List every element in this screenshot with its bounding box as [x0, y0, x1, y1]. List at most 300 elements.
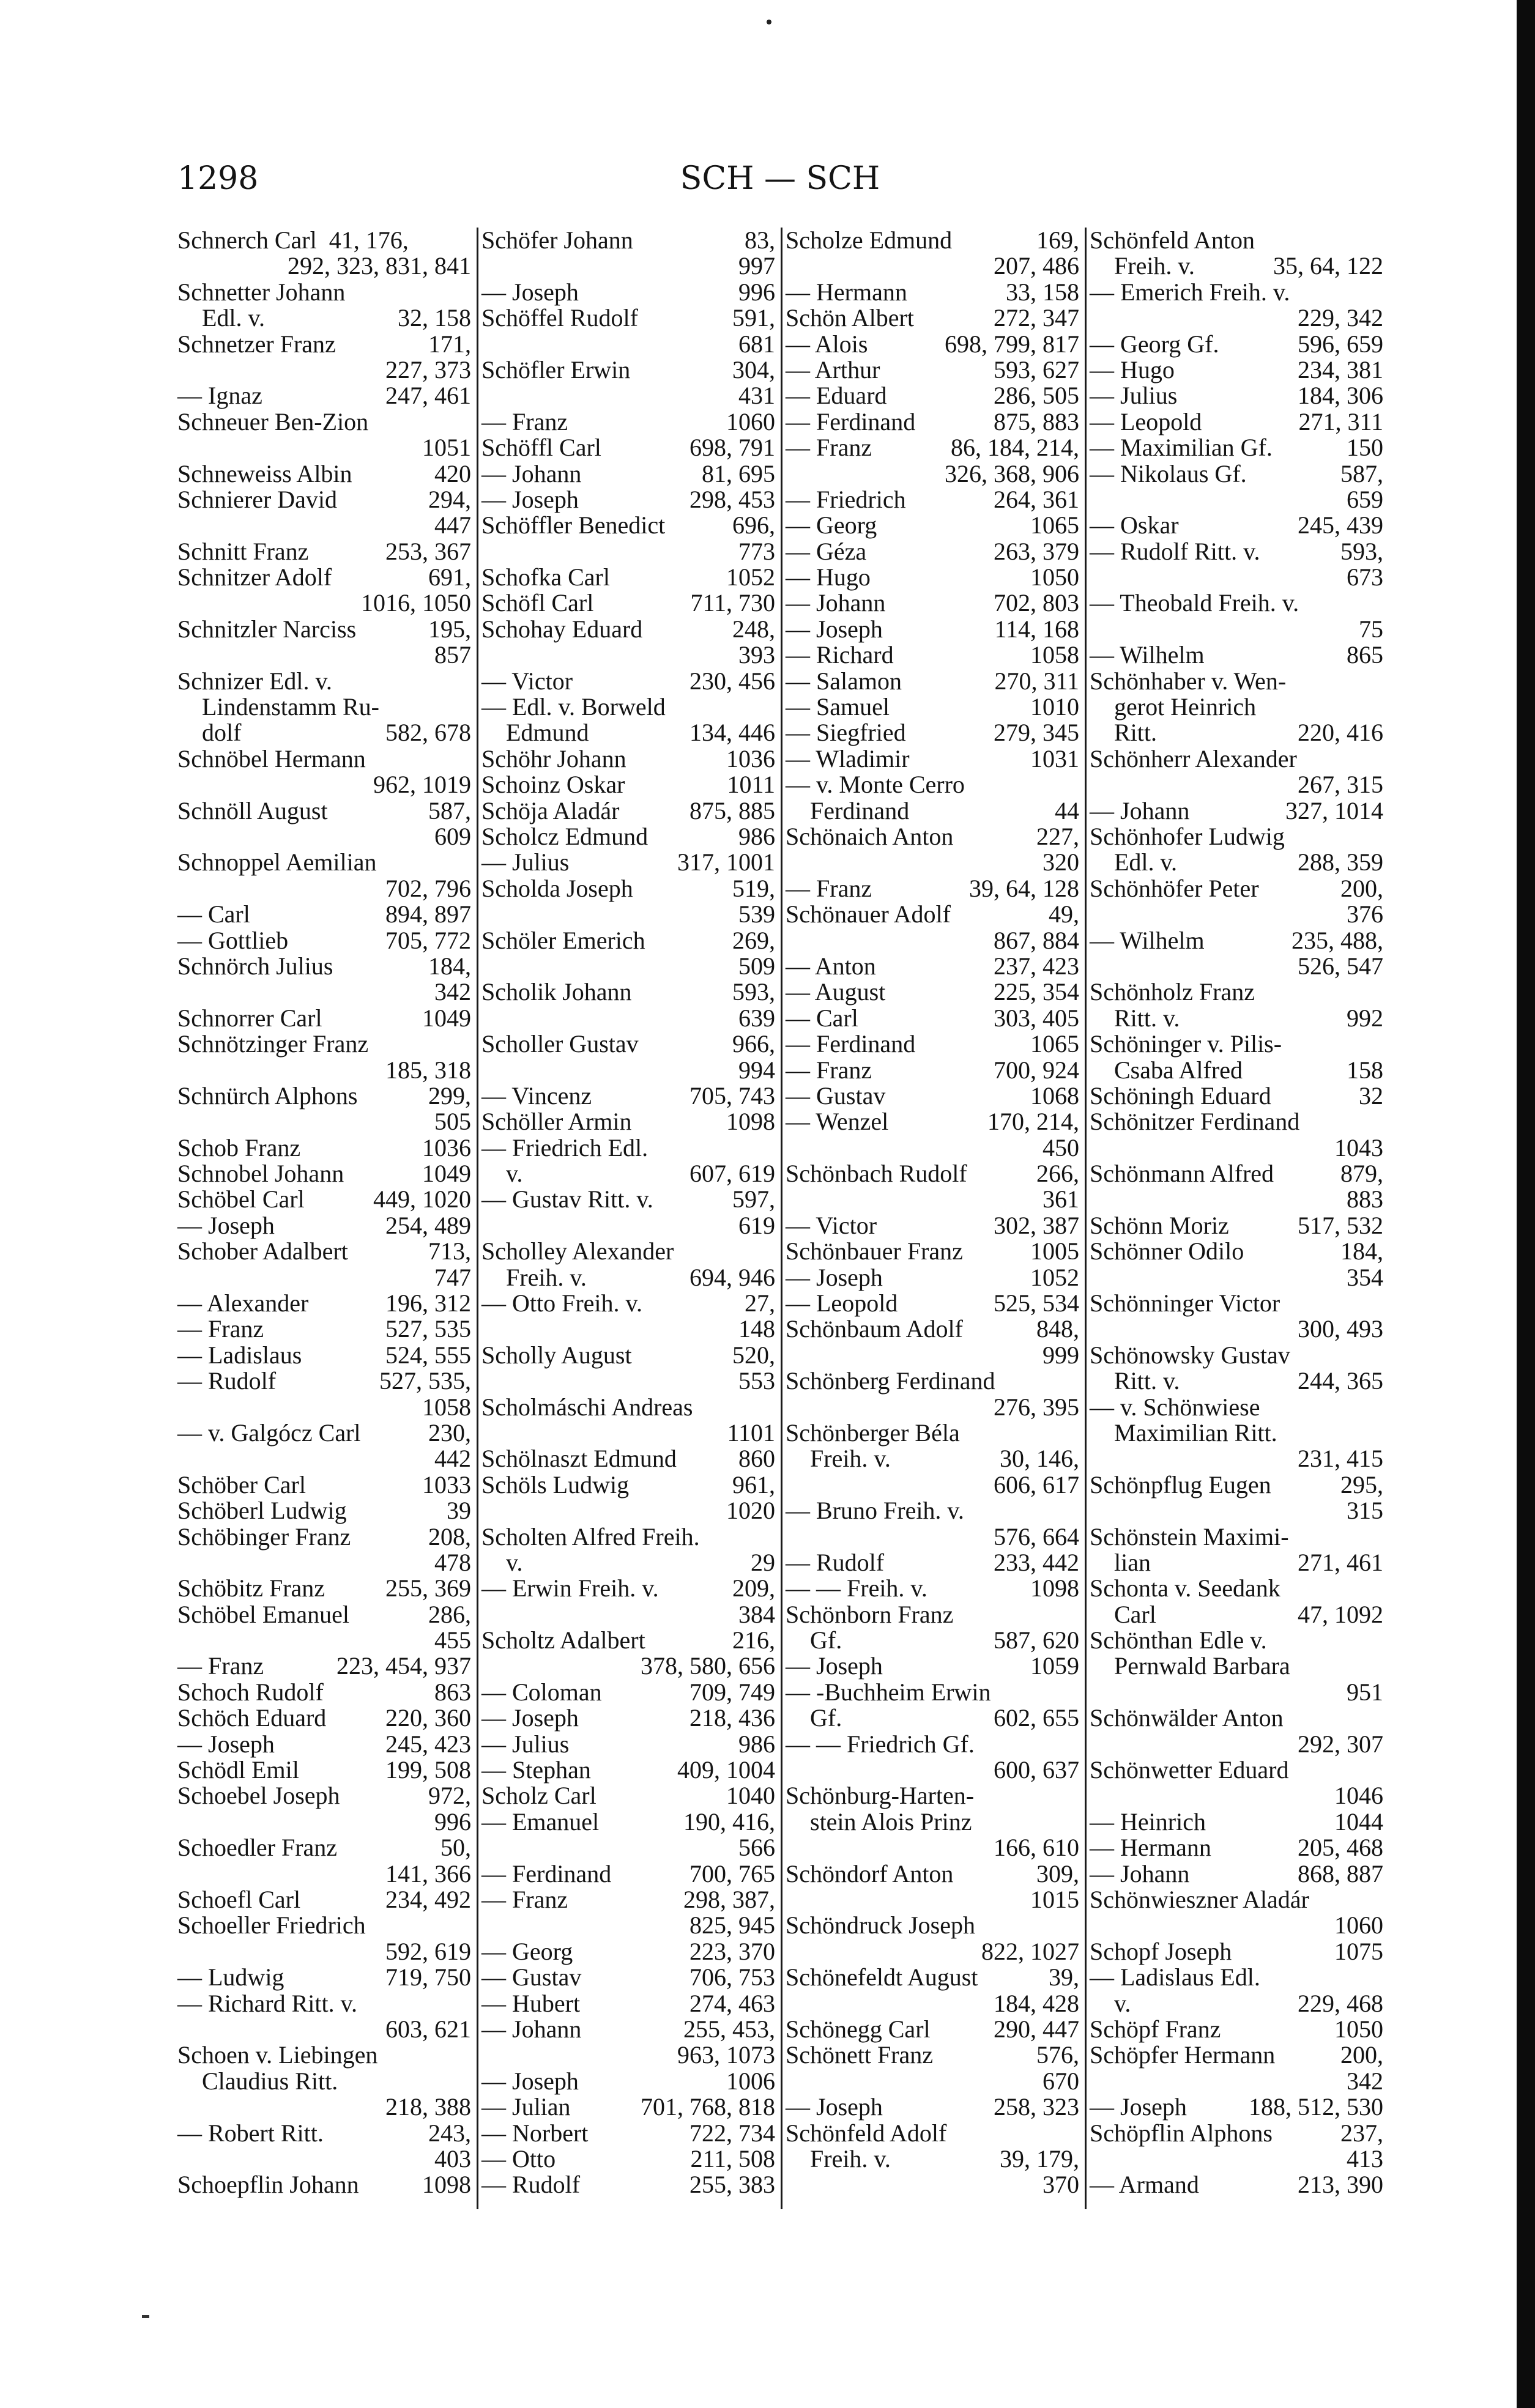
entry-pages: 524, 555	[385, 1341, 471, 1369]
entry-pages: 1052	[726, 563, 775, 591]
entry-pages	[1280, 1291, 1383, 1316]
entry-pages: 279, 345	[994, 719, 1079, 747]
entry-pages: 213, 390	[1298, 2171, 1383, 2199]
entry-name: — Bruno Freih. v.	[786, 1497, 964, 1525]
index-entry-line	[1090, 280, 1383, 305]
index-entry-line	[481, 1965, 775, 1990]
entry-name: Schönitzer Ferdinand	[1090, 1108, 1300, 1136]
index-entry-line	[786, 332, 1079, 357]
entry-name: Schönner Odilo	[1090, 1237, 1244, 1265]
entry-pages: 705, 743	[689, 1081, 775, 1110]
index-entry-line	[481, 1576, 775, 1601]
entry-pages: 185, 318	[385, 1056, 471, 1084]
entry-pages	[1290, 1653, 1383, 1679]
index-entry-line	[481, 1058, 775, 1083]
entry-pages: 1049	[422, 1004, 471, 1032]
entry-pages: 134, 446	[689, 719, 775, 747]
entry-pages: 47, 1092	[1298, 1600, 1383, 1628]
entry-name: Schöls Ludwig	[481, 1470, 630, 1499]
index-entry-line	[177, 1576, 471, 1601]
index-entry-line	[481, 1109, 775, 1135]
index-entry-line	[1090, 1887, 1383, 1913]
entry-name: — August	[786, 978, 886, 1006]
entry-name: v.	[1090, 1989, 1131, 2017]
index-entry-line	[481, 435, 775, 461]
entry-name: — Ferdinand	[786, 407, 916, 435]
entry-name: Ferdinand	[786, 796, 910, 824]
index-entry-line	[177, 2121, 471, 2146]
entry-pages: 237, 423	[994, 952, 1079, 980]
entry-pages: 722, 734	[689, 2119, 775, 2147]
entry-name: Schönholz Franz	[1090, 978, 1255, 1006]
entry-name: Schöpflin Alphons	[1090, 2119, 1273, 2147]
index-entry-line	[177, 1316, 471, 1342]
scan-border	[1517, 0, 1535, 2408]
index-entry-line	[177, 1395, 471, 1420]
entry-name: Schönhofer Ludwig	[1090, 822, 1285, 850]
entry-pages: 141, 366	[385, 1859, 471, 1888]
entry-name: — Ladislaus	[177, 1341, 302, 1369]
index-entry-line	[1090, 409, 1383, 435]
entry-pages: 188, 512, 530	[1249, 2093, 1383, 2121]
entry-name: — Hubert	[481, 1989, 581, 2017]
index-entry-line	[786, 1809, 1079, 1835]
index-entry-line	[177, 539, 471, 565]
index-entry-line	[1090, 1913, 1383, 1938]
entry-pages: 1050	[1030, 563, 1079, 591]
entry-name: Scholley Alexander	[481, 1237, 674, 1265]
entry-pages: 248,	[732, 615, 775, 643]
entry-name: Claudius Ritt.	[177, 2067, 338, 2095]
entry-pages: 609	[434, 822, 471, 850]
entry-pages: 706, 753	[689, 1963, 775, 1991]
entry-pages: 455	[434, 1626, 471, 1654]
index-entry-line	[1090, 1135, 1383, 1161]
entry-pages	[1277, 1420, 1383, 1446]
entry-pages: 591,	[732, 304, 775, 332]
entry-name: — Rudolf	[177, 1367, 277, 1395]
entry-pages: 86, 184, 214,	[951, 434, 1079, 462]
index-entry-line	[177, 772, 471, 798]
entry-pages: 517, 532	[1298, 1211, 1383, 1239]
index-entry-line	[1090, 1291, 1383, 1316]
entry-name: — Erwin Freih. v.	[481, 1574, 659, 1602]
index-entry-line	[1090, 798, 1383, 824]
index-entry-line	[786, 1757, 1079, 1783]
entry-pages: 243,	[428, 2119, 471, 2147]
index-entry-line	[481, 590, 775, 616]
entry-pages: 150	[1347, 434, 1383, 462]
entry-name: Schnitzer Adolf	[177, 563, 332, 591]
entry-pages: 409, 1004	[677, 1756, 775, 1784]
entry-name: — Gustav	[481, 1963, 582, 1991]
entry-pages	[1260, 1395, 1383, 1420]
index-entry-line	[481, 902, 775, 927]
entry-name: — Géza	[786, 537, 867, 565]
index-entry-line	[786, 1498, 1079, 1524]
entry-pages: 32, 158	[398, 304, 471, 332]
entry-name: — Julius	[481, 848, 570, 876]
entry-pages: 659	[1347, 485, 1383, 513]
entry-pages: 304,	[732, 355, 775, 383]
index-entry-line	[1090, 902, 1383, 927]
entry-pages: 747	[434, 1263, 471, 1291]
entry-name: — Johann	[481, 459, 582, 487]
index-entry-line	[177, 565, 471, 590]
entry-name: Schönwetter Eduard	[1090, 1756, 1289, 1784]
entry-pages: 253, 367	[385, 537, 471, 565]
index-entry-line	[786, 1628, 1079, 1653]
index-entry-line	[786, 1887, 1079, 1913]
entry-pages: 190, 416,	[683, 1807, 775, 1836]
entry-pages: 1036	[726, 744, 775, 772]
index-entry-line	[177, 1705, 471, 1731]
entry-pages: 1015	[1030, 1886, 1079, 1913]
index-entry-line	[177, 590, 471, 616]
entry-pages: 526, 547	[1298, 952, 1383, 980]
index-entry-line	[481, 1472, 775, 1498]
entry-pages: 218, 436	[689, 1704, 775, 1732]
entry-pages	[1299, 1109, 1383, 1135]
index-entry-line	[786, 1783, 1079, 1809]
index-entry-line	[481, 1265, 775, 1291]
index-entry-line	[481, 1680, 775, 1705]
entry-name: Csaba Alfred	[1090, 1056, 1243, 1084]
index-entry-line	[786, 1576, 1079, 1601]
index-entry-line	[786, 565, 1079, 590]
index-entry-line	[481, 1368, 775, 1394]
page-header	[177, 154, 1383, 203]
index-entry-line	[786, 1446, 1079, 1472]
index-entry-line	[177, 694, 471, 720]
entry-name: — Otto Freih. v.	[481, 1289, 642, 1317]
entry-pages: 148	[738, 1315, 775, 1343]
index-entry-line	[786, 487, 1079, 513]
entry-pages: 39	[447, 1497, 471, 1525]
entry-pages: 1011	[727, 771, 775, 799]
entry-pages: 997	[738, 252, 775, 280]
index-entry-line	[177, 1887, 471, 1913]
entry-name: Schönfeld Anton	[1090, 226, 1255, 254]
index-entry-line	[177, 1653, 471, 1679]
index-entry-line	[786, 979, 1079, 1005]
index-entry-line	[1090, 305, 1383, 331]
entry-name: — Franz	[177, 1315, 264, 1343]
index-entry-line	[786, 642, 1079, 668]
index-entry-line	[1090, 746, 1383, 772]
entry-pages: 199, 508	[385, 1756, 471, 1784]
entry-pages: 691,	[428, 563, 471, 591]
entry-pages	[975, 1913, 1079, 1938]
index-entry-line	[1090, 487, 1383, 513]
index-entry-line	[481, 1809, 775, 1835]
entry-pages: 271, 461	[1298, 1548, 1383, 1576]
entry-name: — Georg Gf.	[1090, 330, 1219, 358]
entry-name: Schöbinger Franz	[177, 1522, 351, 1550]
entry-pages: 698, 799, 817	[945, 330, 1079, 358]
entry-name: Scholtz Adalbert	[481, 1626, 645, 1654]
index-entry-line	[786, 253, 1079, 279]
entry-pages: 223, 370	[689, 1937, 775, 1965]
entry-name: Edl. v.	[177, 304, 265, 332]
entry-name: Schöndorf Anton	[786, 1859, 954, 1888]
entry-name: — Julian	[481, 2093, 571, 2121]
index-entry-line	[481, 746, 775, 772]
entry-pages	[974, 1783, 1079, 1809]
index-entry-line	[786, 2172, 1079, 2198]
entry-pages	[975, 1732, 1079, 1757]
entry-pages	[946, 2121, 1079, 2146]
entry-pages: 520,	[732, 1341, 775, 1369]
entry-pages: 566	[738, 1834, 775, 1862]
entry-pages	[1255, 228, 1383, 253]
entry-name: — Nikolaus Gf.	[1090, 459, 1247, 487]
index-entry-line	[481, 928, 775, 954]
entry-name: Schöller Armin	[481, 1108, 632, 1136]
index-entry-line	[177, 2146, 471, 2172]
index-entry-line	[177, 1265, 471, 1291]
entry-pages: 234, 492	[385, 1886, 471, 1913]
entry-name: Schödl Emil	[177, 1756, 299, 1784]
entry-name: — Georg	[481, 1937, 573, 1965]
entry-pages: 986	[738, 1730, 775, 1758]
entry-pages	[1282, 1031, 1383, 1057]
index-entry-line	[481, 487, 775, 513]
entry-pages: 29	[751, 1548, 775, 1576]
index-entry-line	[1090, 1809, 1383, 1835]
entry-pages: 1016, 1050	[361, 589, 471, 617]
entry-pages: 450	[1043, 1133, 1079, 1161]
entry-name: — Gustav	[786, 1081, 886, 1110]
entry-pages: 587,	[1340, 459, 1383, 487]
entry-name: — Rudolf	[786, 1548, 885, 1576]
index-entry-line	[1090, 954, 1383, 979]
index-entry-line	[1090, 1343, 1383, 1368]
entry-pages: 298, 453	[689, 485, 775, 513]
entry-name: v.	[481, 1160, 523, 1188]
index-entry-line	[177, 1187, 471, 1212]
entry-pages: 857	[434, 641, 471, 669]
entry-pages: 292, 323, 831, 841	[288, 252, 471, 280]
index-entry-line	[177, 1472, 471, 1498]
index-entry-line	[1090, 1006, 1383, 1031]
index-entry-line	[786, 876, 1079, 902]
index-entry-line	[177, 1109, 471, 1135]
index-entry-line	[786, 928, 1079, 954]
index-entry-line	[786, 1161, 1079, 1187]
index-entry-line	[177, 746, 471, 772]
entry-pages: 230,	[428, 1418, 471, 1447]
entry-pages: 370	[1043, 2171, 1079, 2199]
entry-name: Schöler Emerich	[481, 926, 645, 954]
entry-name: Schönn Moriz	[1090, 1211, 1229, 1239]
entry-name: Schölnaszt Edmund	[481, 1445, 677, 1473]
entry-name: Gf.	[786, 1704, 842, 1732]
index-entry-line	[481, 1861, 775, 1887]
entry-pages: 81, 695	[702, 459, 775, 487]
entry-pages: 527, 535	[385, 1315, 471, 1343]
entry-pages: 447	[434, 511, 471, 539]
entry-name: — Siegfried	[786, 719, 906, 747]
index-entry-line	[1090, 1472, 1383, 1498]
entry-name: — Victor	[481, 667, 573, 695]
entry-name: — Julius	[481, 1730, 570, 1758]
entry-pages: 376	[1347, 900, 1383, 928]
index-entry-line	[1090, 2172, 1383, 2198]
column-rule	[781, 228, 782, 2209]
entry-name: Ritt. v.	[1090, 1004, 1180, 1032]
index-entry-line	[786, 1653, 1079, 1679]
entry-pages: 670	[1043, 2067, 1079, 2095]
entry-pages	[674, 1239, 775, 1264]
entry-pages: 875, 883	[994, 407, 1079, 435]
entry-pages: 384	[738, 1600, 775, 1628]
index-entry-line	[177, 2042, 471, 2068]
entry-name: Schönherr Alexander	[1090, 744, 1297, 772]
entry-name: — Joseph	[177, 1730, 275, 1758]
index-entry-line	[481, 1446, 775, 1472]
index-entry-line	[1090, 1420, 1383, 1446]
entry-pages	[1288, 1757, 1383, 1783]
index-columns	[177, 228, 1383, 2209]
index-entry-line	[1090, 461, 1383, 487]
index-entry-line	[1090, 1965, 1383, 1990]
entry-name: Schönhöfer Peter	[1090, 874, 1259, 902]
index-entry-line	[481, 280, 775, 305]
entry-pages	[666, 694, 775, 720]
entry-name: gerot Heinrich	[1090, 693, 1257, 721]
index-entry-line	[1090, 1835, 1383, 1861]
entry-name: Schöber Carl	[177, 1470, 306, 1499]
entry-name: Schönaich Anton	[786, 822, 954, 850]
index-entry-line	[786, 1861, 1079, 1887]
entry-pages: 255, 369	[385, 1574, 471, 1602]
index-entry-line	[786, 1420, 1079, 1446]
index-entry-line	[481, 1498, 775, 1524]
index-entry-line	[177, 1732, 471, 1757]
entry-name: — Richard	[786, 641, 894, 669]
index-entry-line	[481, 694, 775, 720]
index-entry-line	[1090, 1939, 1383, 1965]
index-entry-line	[177, 1083, 471, 1109]
entry-pages	[366, 1913, 471, 1938]
entry-pages: 1020	[726, 1497, 775, 1525]
entry-pages: 868, 887	[1298, 1859, 1383, 1888]
entry-pages: 263, 379	[994, 537, 1079, 565]
entry-pages: 294,	[428, 485, 471, 513]
index-entry-line	[786, 798, 1079, 824]
index-entry-line	[481, 876, 775, 902]
entry-name: Schön Albert	[786, 304, 914, 332]
entry-pages: 1058	[422, 1393, 471, 1421]
entry-pages: 354	[1347, 1263, 1383, 1291]
index-entry-line	[481, 1705, 775, 1731]
entry-name: Scholik Johann	[481, 978, 632, 1006]
entry-pages	[1284, 1705, 1383, 1731]
index-entry-line	[481, 772, 775, 798]
entry-pages: 986	[738, 822, 775, 850]
index-entry-line	[1090, 1446, 1383, 1472]
entry-name: Schöbel Emanuel	[177, 1600, 350, 1628]
index-entry-line	[786, 1265, 1079, 1291]
entry-name: Schöninger v. Pilis-	[1090, 1030, 1282, 1058]
entry-pages: 602, 655	[994, 1704, 1079, 1732]
entry-pages: 1031	[1030, 744, 1079, 772]
entry-pages: 963, 1073	[677, 2041, 775, 2069]
index-entry-line	[1090, 1161, 1383, 1187]
entry-pages: 269,	[732, 926, 775, 954]
index-entry-line	[177, 1368, 471, 1394]
entry-name: — — Freih. v.	[786, 1574, 927, 1602]
entry-name: Maximilian Ritt.	[1090, 1418, 1277, 1447]
index-entry-line	[177, 357, 471, 383]
index-entry-line	[177, 461, 471, 487]
entry-name: Scholly August	[481, 1341, 632, 1369]
index-entry-line	[481, 513, 775, 538]
index-entry-line	[481, 1913, 775, 1938]
entry-name: Schönefeldt August	[786, 1963, 978, 1991]
entry-pages: 245, 423	[385, 1730, 471, 1758]
index-entry-line	[1090, 357, 1383, 383]
index-entry-line	[786, 1680, 1079, 1705]
entry-name: Lindenstamm Ru-	[177, 693, 379, 721]
entry-pages: 592, 619	[385, 1937, 471, 1965]
index-entry-line	[481, 720, 775, 746]
index-entry-line	[177, 383, 471, 409]
entry-name: — Hugo	[786, 563, 871, 591]
index-entry-line	[177, 954, 471, 979]
index-entry-line	[786, 2146, 1079, 2172]
entry-name: Schneweiss Albin	[177, 459, 352, 487]
index-entry-line	[786, 1368, 1079, 1394]
entry-pages: 1058	[1030, 641, 1079, 669]
entry-pages: 1075	[1334, 1937, 1383, 1965]
entry-name: — Alois	[786, 330, 868, 358]
entry-pages: 196, 312	[385, 1289, 471, 1317]
entry-name: — Joseph	[481, 1704, 579, 1732]
entry-pages: 234, 381	[1298, 355, 1383, 383]
entry-pages	[1285, 824, 1383, 850]
entry-pages: 825, 945	[689, 1911, 775, 1939]
entry-name: — Johann	[1090, 1859, 1190, 1888]
index-entry-line	[177, 1809, 471, 1835]
entry-name: Schnierer David	[177, 485, 338, 513]
entry-name: — Hermann	[786, 278, 907, 306]
index-column-3	[786, 228, 1079, 2209]
entry-pages: 169,	[1036, 226, 1079, 254]
index-entry-line	[786, 1835, 1079, 1861]
entry-name: Schönthan Edle v.	[1090, 1626, 1267, 1654]
entry-pages: 247, 461	[385, 382, 471, 410]
index-entry-line	[786, 720, 1079, 746]
entry-name: — Gustav Ritt. v.	[481, 1185, 653, 1213]
entry-name: Schöja Aladár	[481, 796, 620, 824]
index-entry-line	[1090, 1368, 1383, 1394]
entry-name: — Stephan	[481, 1756, 591, 1784]
entry-pages: 1044	[1334, 1807, 1383, 1836]
entry-pages: 35, 64, 122	[1273, 252, 1383, 280]
index-entry-line	[177, 876, 471, 902]
index-entry-line	[481, 253, 775, 279]
entry-pages: 254, 489	[385, 1211, 471, 1239]
entry-name: Schönburg-Harten-	[786, 1782, 975, 1810]
entry-pages	[700, 1524, 775, 1550]
entry-name: Schnitt Franz	[177, 537, 309, 565]
index-entry-line	[786, 1602, 1079, 1628]
entry-name: Schnorrer Carl	[177, 1004, 322, 1032]
index-entry-line	[177, 928, 471, 954]
entry-pages: 245, 439	[1298, 511, 1383, 539]
